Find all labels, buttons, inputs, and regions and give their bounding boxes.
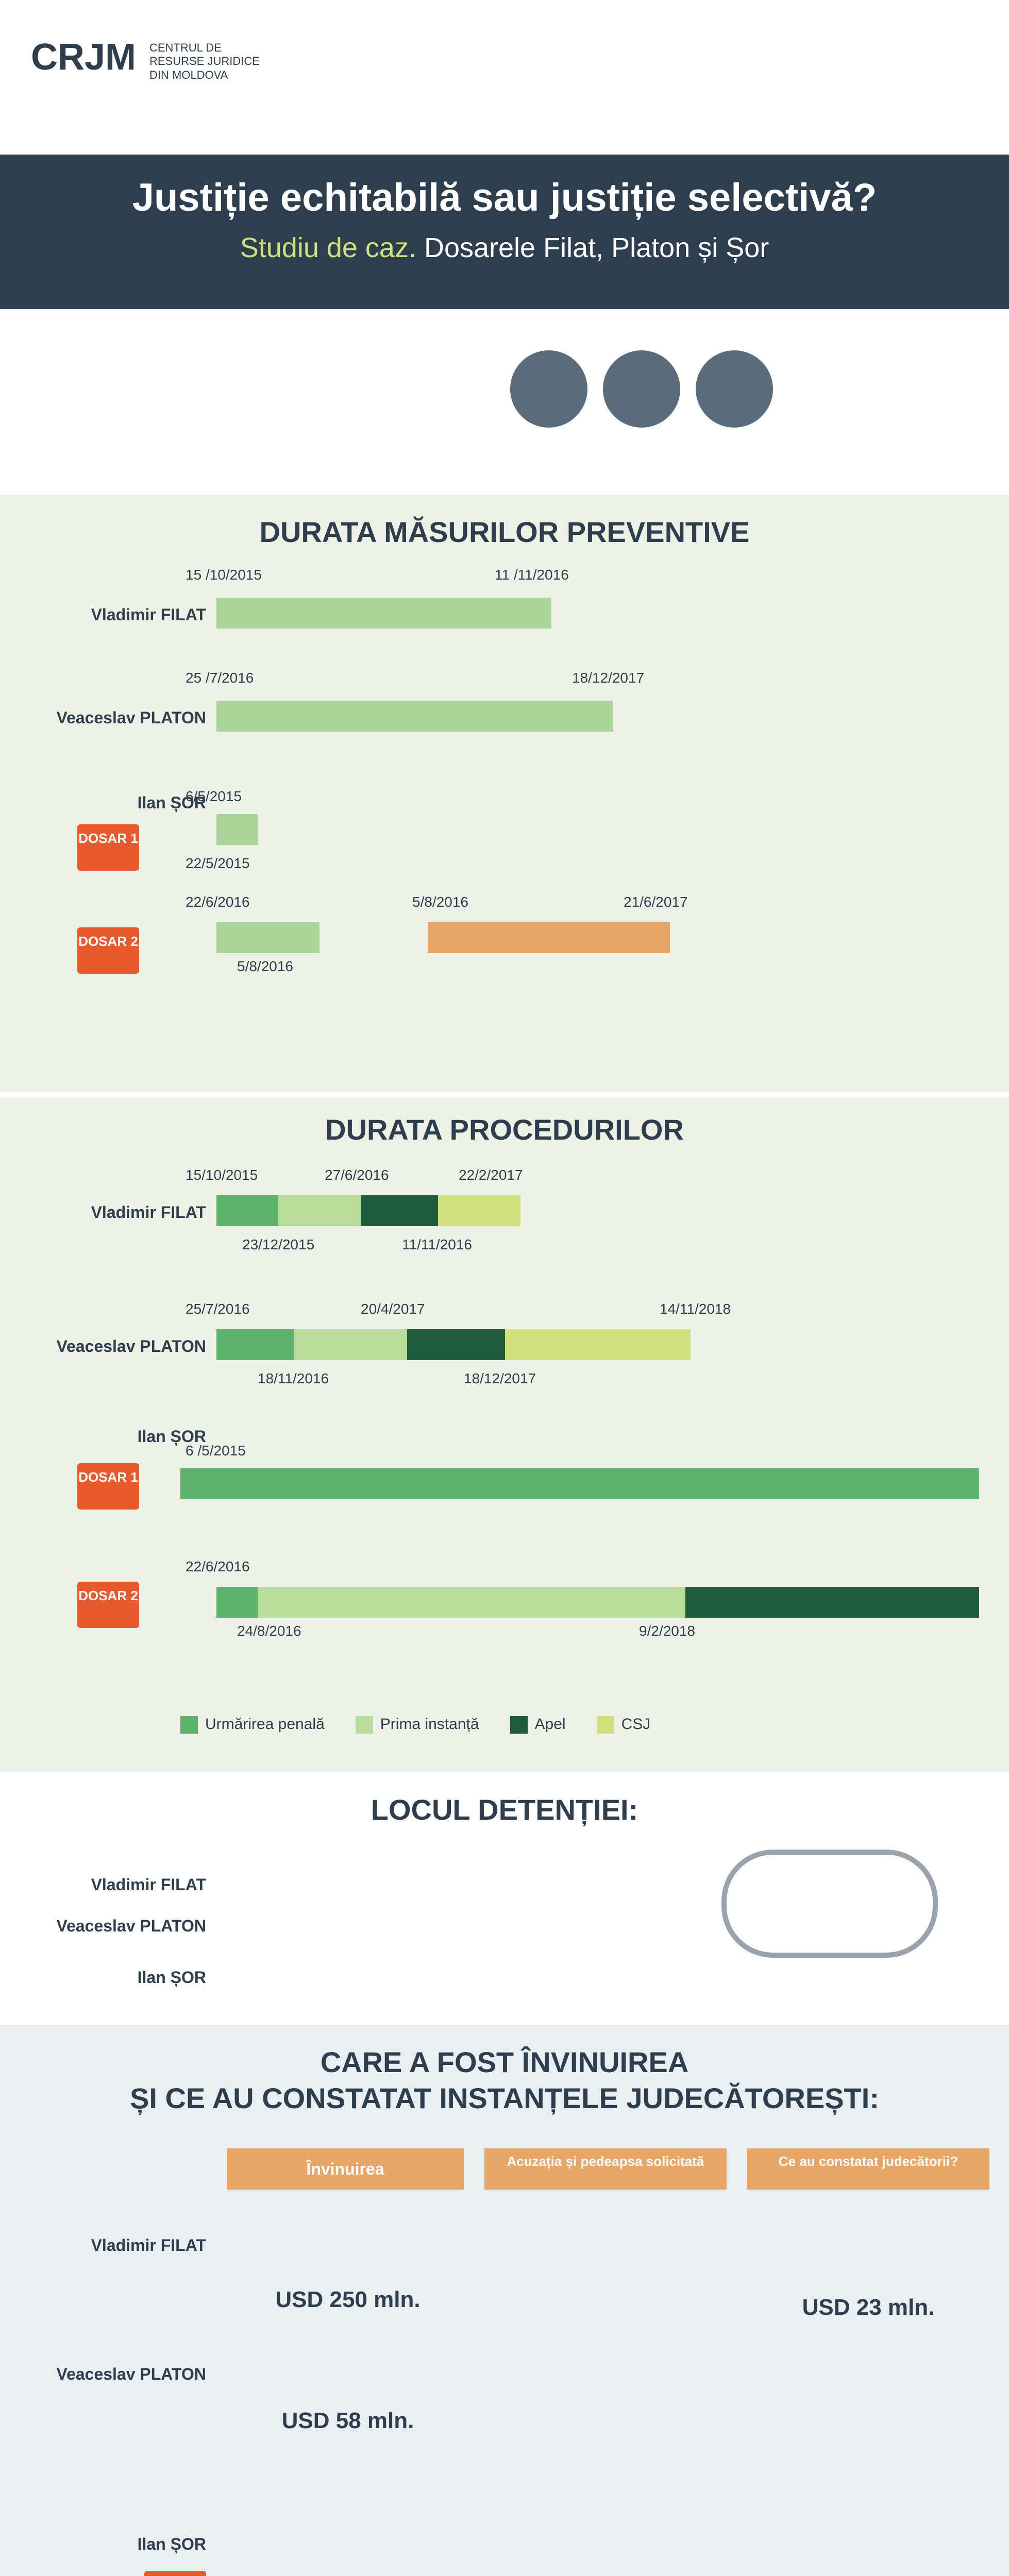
row-label: Veaceslav PLATON bbox=[56, 2365, 206, 2383]
legend-item: Apel bbox=[510, 1716, 566, 1734]
dosar-badge: DOSAR 1 bbox=[77, 824, 139, 871]
row-label: Vladimir FILAT bbox=[91, 2236, 206, 2255]
bar-phase-apel-ongoing bbox=[685, 1587, 979, 1618]
hero-banner bbox=[0, 155, 1009, 309]
bar-duration bbox=[216, 701, 613, 732]
date-mid: 5/8/2016 bbox=[237, 958, 293, 974]
date-label: 22/2/2017 bbox=[459, 1167, 523, 1183]
date-label: 18/12/2017 bbox=[464, 1370, 536, 1386]
date-end: 21/6/2017 bbox=[624, 894, 688, 910]
date-label: 18/11/2016 bbox=[258, 1370, 329, 1386]
row-label: Veaceslav PLATON bbox=[56, 708, 206, 727]
date-label: 6 /5/2015 bbox=[186, 1443, 246, 1459]
charge-amount: USD 250 mln. bbox=[275, 2287, 421, 2312]
section-detention bbox=[0, 1777, 1009, 2020]
row-label: Veaceslav PLATON bbox=[56, 1917, 206, 1935]
date-label: 25/7/2016 bbox=[186, 1301, 250, 1317]
portrait-platon bbox=[603, 350, 680, 428]
bar-phase-apel bbox=[407, 1329, 505, 1360]
section-charges bbox=[0, 2025, 1009, 2576]
row-label: Ilan ȘOR bbox=[137, 1968, 206, 1987]
bar-phase-prima bbox=[258, 1587, 685, 1618]
date-label: 9/2/2018 bbox=[639, 1623, 695, 1639]
portraits bbox=[510, 350, 778, 433]
dosar-badge: DOSAR 2 bbox=[77, 1582, 139, 1628]
bar-phase-apel bbox=[361, 1195, 438, 1226]
bar-phase-urmarire bbox=[216, 1195, 278, 1226]
date-label: 20/4/2017 bbox=[361, 1301, 425, 1317]
column-header: Învinuirea bbox=[227, 2148, 464, 2190]
date-start: 15 /10/2015 bbox=[186, 567, 262, 583]
bar-phase-csj bbox=[438, 1195, 520, 1226]
page-subtitle: Studiu de caz. Dosarele Filat, Platon și Șor bbox=[240, 232, 769, 263]
row-label: Vladimir FILAT bbox=[91, 1203, 206, 1222]
dosar-badge bbox=[144, 2571, 206, 2576]
section-title-line1: CARE A FOST ÎNVINUIREA bbox=[320, 2046, 689, 2078]
date-label: 15/10/2015 bbox=[186, 1167, 258, 1183]
org-name: CENTRUL DE RESURSE JURIDICE DIN MOLDOVA bbox=[149, 41, 260, 81]
legend bbox=[180, 1716, 850, 1734]
row-label: Vladimir FILAT bbox=[91, 605, 206, 624]
section-title: DURATA PROCEDURILOR bbox=[325, 1113, 684, 1146]
page-title: Justiție echitabilă sau justiție selectivă? bbox=[132, 176, 877, 219]
date-start: 22/6/2016 bbox=[186, 894, 250, 910]
section-title: DURATA MĂSURILOR PREVENTIVE bbox=[259, 516, 750, 548]
legend-item: Prima instanță bbox=[356, 1716, 479, 1734]
section-title: LOCUL DETENȚIEI: bbox=[371, 1793, 638, 1826]
date-start: 25 /7/2016 bbox=[186, 670, 254, 686]
bar-phase-urmarire-ongoing bbox=[180, 1468, 979, 1499]
handcuffs-icon bbox=[721, 1850, 938, 1958]
column-header: Ce au constatat judecătorii? bbox=[747, 2148, 989, 2190]
row-label: Veaceslav PLATON bbox=[56, 1337, 206, 1355]
dosar-badge: DOSAR 2 bbox=[77, 927, 139, 974]
court-amount: USD 23 mln. bbox=[802, 2295, 935, 2320]
date-end: 18/12/2017 bbox=[572, 670, 645, 686]
row-label: Ilan ȘOR bbox=[137, 793, 206, 812]
date-label: 23/12/2015 bbox=[242, 1236, 315, 1252]
bar-phase-urmarire bbox=[216, 1587, 258, 1618]
bar-duration-house-arrest bbox=[428, 922, 670, 953]
bar-phase-prima bbox=[294, 1329, 407, 1360]
date-label: 22/6/2016 bbox=[186, 1558, 250, 1574]
date-label: 14/11/2018 bbox=[660, 1301, 731, 1317]
legend-item: Urmărirea penală bbox=[180, 1716, 325, 1734]
row-label: Ilan ȘOR bbox=[137, 1427, 206, 1446]
logo: CRJM bbox=[31, 37, 137, 78]
date-start: 6/5/2015 bbox=[186, 788, 242, 804]
dosar-badge: DOSAR 1 bbox=[77, 1463, 139, 1510]
section-procedure-duration bbox=[0, 1097, 1009, 1772]
section-title-line2: ȘI CE AU CONSTATAT INSTANȚELE JUDECĂTOREȘTI: bbox=[130, 2082, 879, 2114]
row-label: Vladimir FILAT bbox=[91, 1875, 206, 1894]
bar-duration bbox=[216, 814, 258, 845]
date-label: 27/6/2016 bbox=[325, 1167, 389, 1183]
date-label: 24/8/2016 bbox=[237, 1623, 301, 1639]
date-end: 22/5/2015 bbox=[186, 855, 250, 871]
legend-item: CSJ bbox=[597, 1716, 651, 1734]
portrait-filat bbox=[510, 350, 587, 428]
header bbox=[0, 0, 1009, 155]
bar-phase-urmarire bbox=[216, 1329, 294, 1360]
bar-phase-csj bbox=[505, 1329, 691, 1360]
bar-duration bbox=[216, 598, 551, 629]
column-header: Acuzația și pedeapsa solicitată bbox=[484, 2148, 727, 2190]
date-label: 11/11/2016 bbox=[402, 1236, 472, 1252]
portrait-sor bbox=[696, 350, 773, 428]
charge-amount: USD 58 mln. bbox=[281, 2408, 414, 2433]
section-preventive-measures bbox=[0, 495, 1009, 1092]
bar-phase-prima bbox=[278, 1195, 361, 1226]
bar-duration bbox=[216, 922, 319, 953]
row-label: Ilan ȘOR bbox=[137, 2535, 206, 2553]
date-end: 11 /11/2016 bbox=[495, 567, 569, 583]
date-mid2: 5/8/2016 bbox=[412, 894, 468, 910]
